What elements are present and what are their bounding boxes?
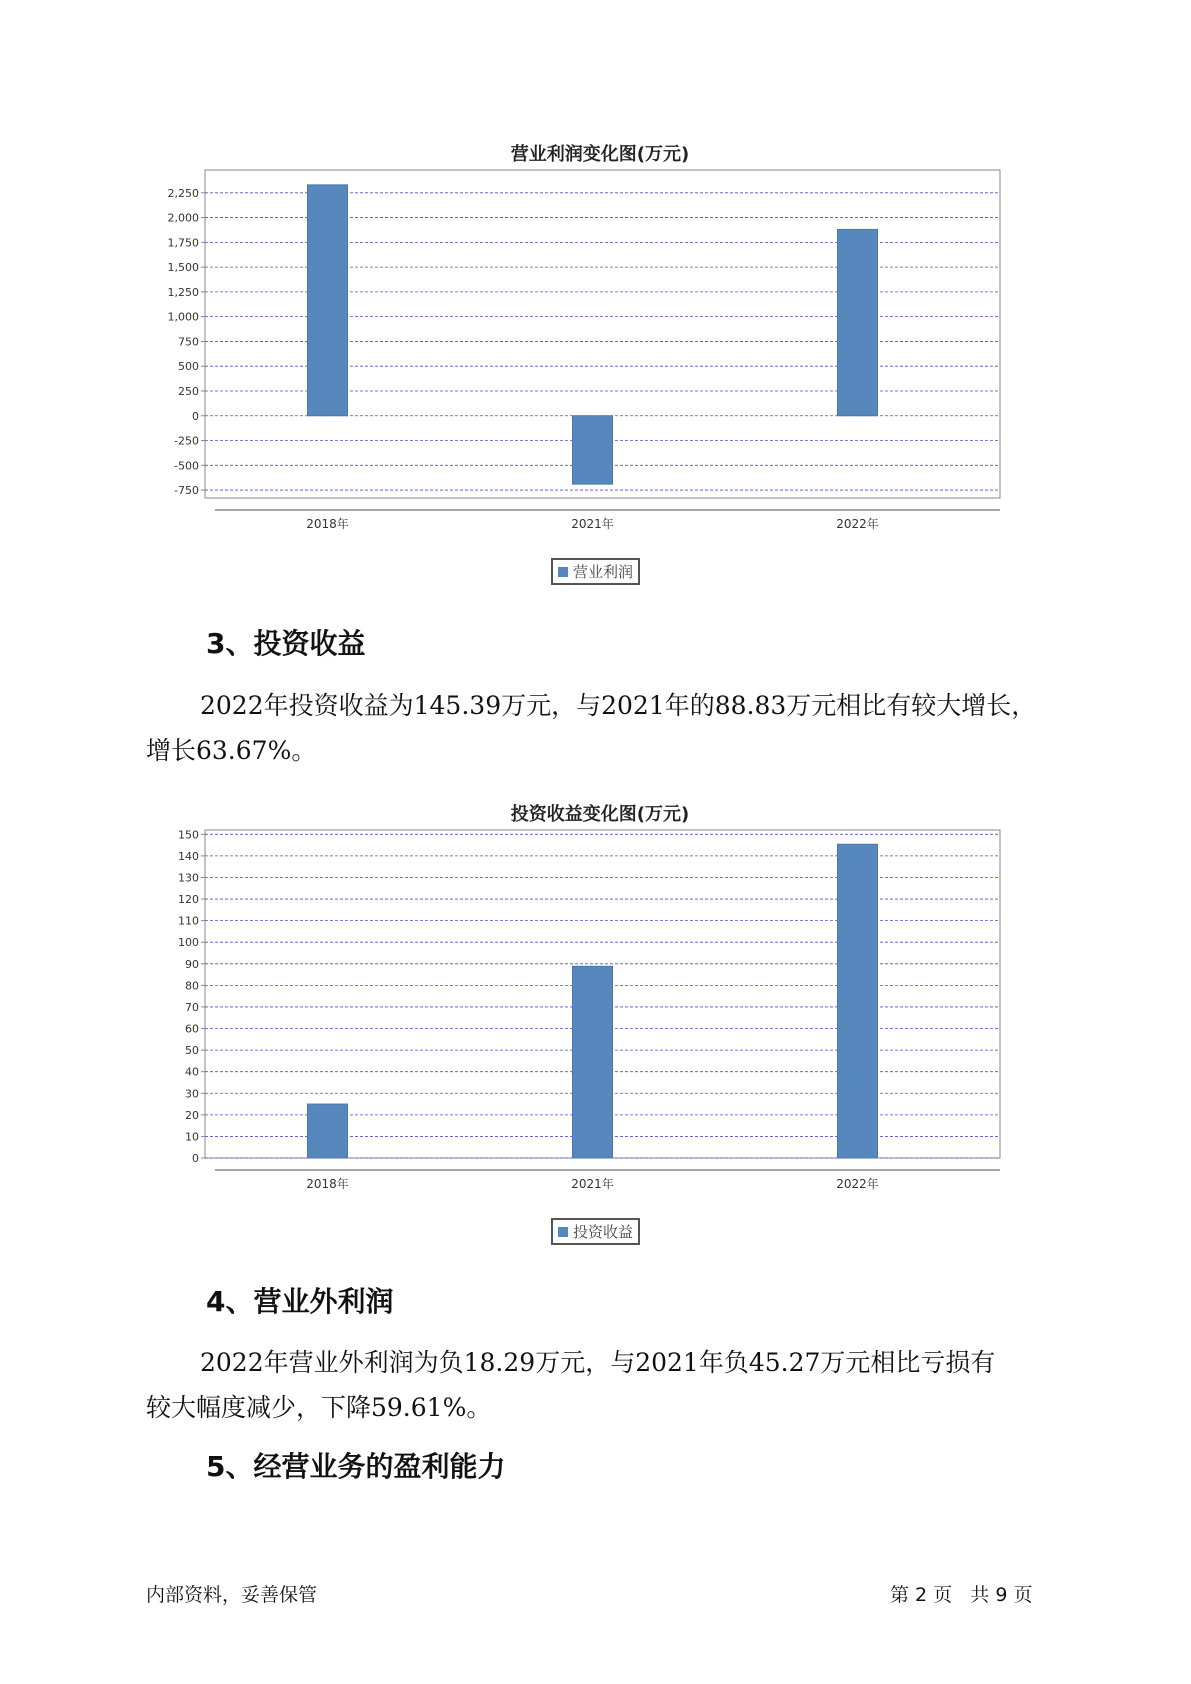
- y-tick-label: 0: [192, 409, 199, 423]
- y-tick-label: 50: [185, 1044, 199, 1058]
- investment-income-chart: [160, 800, 1040, 1250]
- bar-2018年: [308, 185, 348, 416]
- paragraph-line: 2022年营业外利润为负18.29万元，与2021年负45.27万元相比亏损有: [200, 1348, 996, 1377]
- chart-title: 营业利润变化图(万元): [510, 144, 690, 165]
- bar-2018年: [308, 1104, 348, 1158]
- y-tick-label: 40: [185, 1065, 199, 1079]
- y-tick-label: 90: [185, 957, 199, 971]
- paragraph-line: 增长63.67%。: [146, 736, 317, 765]
- x-tick-label: 2021年: [571, 517, 614, 531]
- y-tick-label: 1,250: [167, 285, 199, 299]
- y-tick-label: 20: [185, 1108, 199, 1122]
- legend-label: 营业利润: [573, 563, 634, 581]
- chart-legend: [551, 1218, 640, 1245]
- y-tick-label: 150: [178, 828, 199, 842]
- x-tick-label: 2021年: [571, 1177, 614, 1191]
- section-heading: 5、经营业务的盈利能力: [206, 1450, 506, 1483]
- legend-swatch: [558, 1227, 568, 1237]
- y-tick-label: 10: [185, 1130, 199, 1144]
- y-tick-label: 2,000: [167, 211, 199, 225]
- y-tick-label: 140: [178, 849, 199, 863]
- y-tick-label: 1,750: [167, 236, 199, 250]
- y-tick-label: 1,000: [167, 310, 199, 324]
- y-tick-label: 60: [185, 1022, 199, 1036]
- footer-confidential: 内部资料，妥善保管: [146, 1584, 318, 1606]
- paragraph-line: 较大幅度减少，下降59.61%。: [146, 1393, 492, 1422]
- bar-2021年: [573, 416, 613, 484]
- y-tick-label: 500: [178, 360, 199, 374]
- legend-label: 投资收益: [573, 1223, 634, 1241]
- x-tick-label: 2018年: [306, 517, 349, 531]
- y-tick-label: -500: [174, 459, 199, 473]
- x-tick-label: 2022年: [836, 517, 879, 531]
- y-tick-label: 100: [178, 936, 199, 950]
- x-tick-label: 2018年: [306, 1177, 349, 1191]
- chart-title: 投资收益变化图(万元): [510, 804, 690, 825]
- chart-legend: [551, 558, 640, 585]
- y-tick-label: 1,500: [167, 261, 199, 275]
- chart-plot: [160, 168, 1040, 568]
- section-paragraph: [146, 683, 1046, 773]
- paragraph-line: 2022年投资收益为145.39万元，与2021年的88.83万元相比有较大增长，: [200, 691, 1037, 720]
- section-heading: 3、投资收益: [206, 627, 366, 660]
- y-tick-label: 750: [178, 335, 199, 349]
- chart-plot: [160, 828, 1040, 1228]
- y-tick-label: 250: [178, 384, 199, 398]
- y-tick-label: 0: [192, 1152, 199, 1165]
- legend-swatch: [558, 567, 568, 577]
- x-tick-label: 2022年: [836, 1177, 879, 1191]
- bar-2022年: [838, 844, 878, 1158]
- y-tick-label: 70: [185, 1000, 199, 1014]
- y-tick-label: 130: [178, 871, 199, 885]
- bar-2021年: [573, 966, 613, 1158]
- section-paragraph: [146, 1340, 1046, 1430]
- y-tick-label: 120: [178, 893, 199, 907]
- y-tick-label: -750: [174, 484, 199, 498]
- y-tick-label: 30: [185, 1087, 199, 1101]
- section-heading: 4、营业外利润: [206, 1285, 394, 1318]
- bar-2022年: [838, 229, 878, 415]
- y-tick-label: 2,250: [167, 186, 199, 200]
- y-tick-label: -250: [174, 434, 199, 448]
- y-tick-label: 80: [185, 979, 199, 993]
- y-tick-label: 110: [178, 914, 199, 928]
- operating-profit-chart: [160, 140, 1040, 590]
- footer-page-number: 第 2 页 共 9 页: [890, 1584, 1033, 1606]
